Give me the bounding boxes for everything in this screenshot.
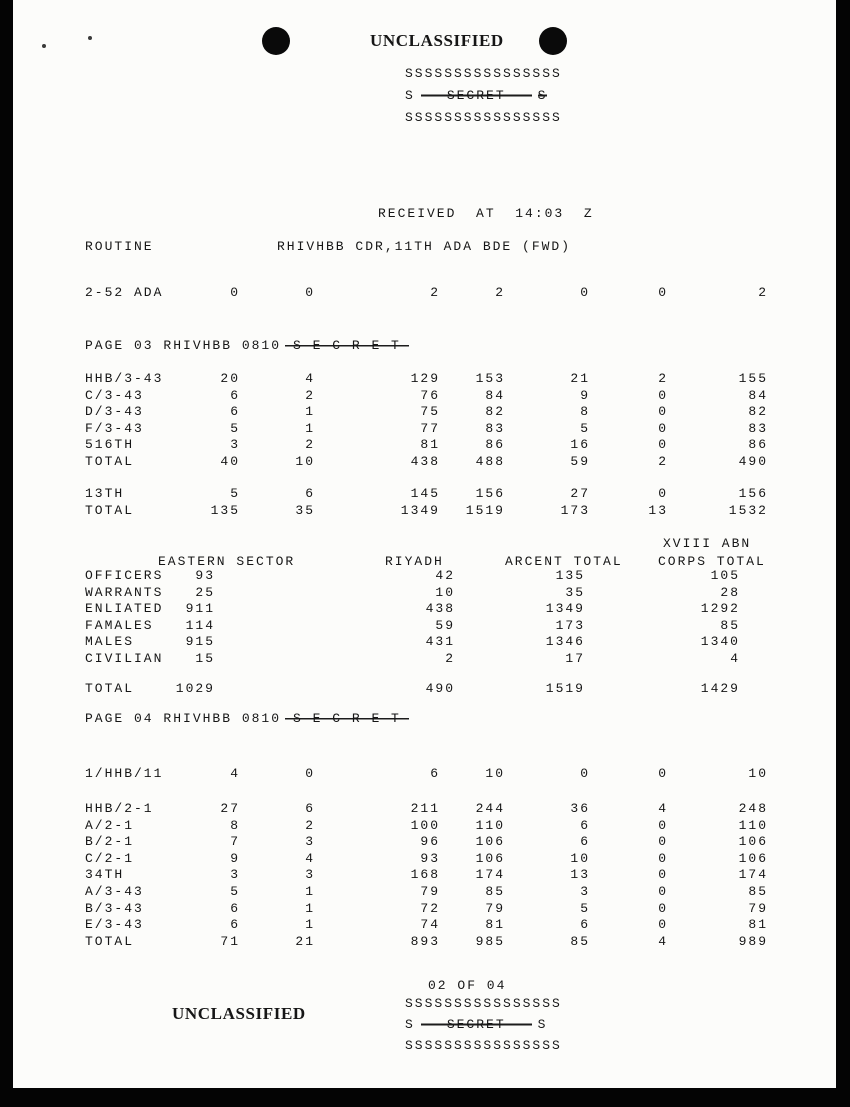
cell-value: 3 (580, 883, 590, 899)
cell-value: 10 (748, 766, 768, 781)
row-label: HHB/2-1 (85, 801, 154, 816)
cell-value: 82 (485, 404, 505, 420)
bottom-classification-marking: UNCLASSIFIED (172, 1004, 306, 1023)
cell-value: 21 (295, 933, 315, 949)
cell-value: 248 (738, 801, 768, 816)
table-row (85, 437, 768, 454)
cell-value: 0 (658, 766, 668, 781)
cell-value: 1292 (700, 601, 740, 617)
top-classification-marking: UNCLASSIFIED (370, 31, 504, 50)
table-row (85, 901, 768, 918)
cell-value: 8 (580, 404, 590, 420)
row-label: TOTAL (85, 502, 135, 518)
cell-value: 6 (580, 817, 590, 833)
scan-speck (42, 44, 46, 48)
cell-value: 438 (410, 453, 440, 469)
summary-header-eastern-sector: EASTERN SECTOR (158, 554, 296, 569)
cell-value: 2 (445, 650, 455, 666)
cell-value: 15 (195, 650, 215, 666)
cell-value: 86 (485, 437, 505, 453)
cell-value: 4 (658, 801, 668, 816)
page04-title-prefix: PAGE 04 RHIVHBB 0810 (85, 711, 282, 726)
cell-value: 1429 (700, 681, 740, 696)
cell-value: 25 (195, 584, 215, 600)
cell-value: 244 (475, 801, 505, 816)
cell-value: 85 (485, 883, 505, 899)
cell-value: 174 (738, 867, 768, 883)
cell-value: 86 (748, 437, 768, 453)
cell-value: 6 (430, 766, 440, 781)
table-row (85, 651, 740, 668)
row-label: B/3-43 (85, 900, 144, 916)
cell-value: 211 (410, 801, 440, 816)
cell-value: 0 (658, 486, 668, 501)
table-row (85, 601, 740, 618)
cell-value: 27 (220, 801, 240, 816)
cell-value: 76 (420, 387, 440, 403)
summary-header-xviii-abn: XVIII ABN (663, 536, 752, 551)
received-timestamp: RECEIVED AT 14:03 Z (378, 206, 594, 221)
banner-right-s: S (537, 88, 548, 103)
cell-value: 75 (420, 404, 440, 420)
cell-value: 36 (570, 801, 590, 816)
cell-value: 42 (435, 568, 455, 583)
cell-value: 106 (738, 834, 768, 850)
cell-value: 0 (658, 850, 668, 866)
table-row (85, 834, 768, 851)
banner-left-s: S (405, 1017, 415, 1032)
cell-value: 74 (420, 917, 440, 933)
page-number-footer: 02 OF 04 (428, 978, 507, 993)
cell-value: 6 (230, 900, 240, 916)
scan-edge-bar-right (836, 0, 850, 1107)
cell-value: 1 (305, 883, 315, 899)
cell-value: 5 (230, 420, 240, 436)
cell-value: 0 (580, 285, 590, 300)
cell-value: 985 (475, 933, 505, 949)
cell-value: 1 (305, 917, 315, 933)
cell-value: 0 (658, 437, 668, 453)
cell-value: 114 (185, 617, 215, 633)
cell-value: 5 (580, 420, 590, 436)
cell-value: 4 (730, 650, 740, 666)
summary-header-riyadh: RIYADH (385, 554, 444, 569)
cell-value: 106 (475, 834, 505, 850)
cell-value: 145 (410, 486, 440, 501)
table-row (85, 917, 768, 934)
cell-value: 2 (305, 387, 315, 403)
cell-value: 8 (230, 817, 240, 833)
cell-value: 105 (710, 568, 740, 583)
banner-left-s: S (405, 88, 415, 103)
scan-speck (88, 36, 92, 40)
cell-value: 174 (475, 867, 505, 883)
cell-value: 10 (485, 766, 505, 781)
cell-value: 0 (305, 285, 315, 300)
page03-strength-table-totals (85, 486, 768, 519)
table-row (85, 818, 768, 835)
table-row (85, 421, 768, 438)
cell-value: 6 (230, 917, 240, 933)
cell-value: 0 (658, 900, 668, 916)
row-label: 13TH (85, 486, 125, 501)
row-label: 516TH (85, 437, 135, 453)
cell-value: 59 (435, 617, 455, 633)
cell-value: 2 (495, 285, 505, 300)
table-row (85, 884, 768, 901)
cell-value: 1346 (545, 634, 585, 650)
table-row (85, 388, 768, 405)
summary-header-arcent-total: ARCENT TOTAL (505, 554, 623, 569)
row-label: TOTAL (85, 453, 135, 469)
secret-banner-struck-line (405, 88, 547, 103)
table-row (85, 568, 740, 585)
cell-value: 989 (738, 933, 768, 949)
cell-value: 110 (475, 817, 505, 833)
cell-value: 93 (420, 850, 440, 866)
row-label: HHB/3-43 (85, 371, 164, 386)
table-row (85, 371, 768, 388)
cell-value: 106 (475, 850, 505, 866)
cell-value: 1029 (175, 681, 215, 696)
cell-value: 9 (230, 850, 240, 866)
cell-value: 0 (658, 817, 668, 833)
cell-value: 1349 (545, 601, 585, 617)
cell-value: 10 (570, 850, 590, 866)
cell-value: 1532 (728, 502, 768, 518)
cell-value: 6 (305, 486, 315, 501)
cell-value: 85 (748, 883, 768, 899)
row-label: TOTAL (85, 933, 135, 949)
row-label: 1/HHB/11 (85, 766, 164, 781)
cell-value: 35 (295, 502, 315, 518)
cell-value: 2 (305, 437, 315, 453)
cell-value: 1519 (465, 502, 505, 518)
cell-value: 13 (648, 502, 668, 518)
cell-value: 438 (425, 601, 455, 617)
cell-value: 85 (570, 933, 590, 949)
table-row (85, 503, 768, 520)
cell-value: 5 (580, 900, 590, 916)
cell-value: 6 (305, 801, 315, 816)
cell-value: 156 (475, 486, 505, 501)
cell-value: 1 (305, 420, 315, 436)
table-row (85, 867, 768, 884)
page04-strength-table-lead (85, 766, 768, 783)
table-row (85, 618, 740, 635)
cell-value: 1 (305, 900, 315, 916)
row-label: A/2-1 (85, 817, 135, 833)
cell-value: 1349 (400, 502, 440, 518)
struck-secret-word: S E C R E T (285, 338, 409, 353)
cell-value: 28 (720, 584, 740, 600)
scan-edge-bar-left (0, 0, 13, 1107)
table-row (85, 454, 768, 471)
cell-value: 96 (420, 834, 440, 850)
table-row (85, 851, 768, 868)
secret-banner-row: SSSSSSSSSSSSSSSS (405, 110, 562, 125)
cell-value: 1 (305, 404, 315, 420)
page03-title (85, 338, 409, 353)
secret-banner-struck-line (405, 1017, 547, 1032)
cell-value: 4 (305, 850, 315, 866)
row-label: MALES (85, 634, 135, 650)
table-row (85, 634, 740, 651)
cell-value: 71 (220, 933, 240, 949)
table-row (85, 486, 768, 503)
cell-value: 81 (748, 917, 768, 933)
cell-value: 79 (748, 900, 768, 916)
cell-value: 156 (738, 486, 768, 501)
cell-value: 40 (220, 453, 240, 469)
cell-value: 9 (580, 387, 590, 403)
cell-value: 911 (185, 601, 215, 617)
cell-value: 21 (570, 371, 590, 386)
row-label: C/2-1 (85, 850, 135, 866)
table-row (85, 404, 768, 421)
row-label: 34TH (85, 867, 125, 883)
cell-value: 5 (230, 486, 240, 501)
cell-value: 3 (230, 867, 240, 883)
row-label: 2-52 ADA (85, 285, 164, 300)
cell-value: 4 (658, 933, 668, 949)
cell-value: 79 (485, 900, 505, 916)
cell-value: 2 (758, 285, 768, 300)
cell-value: 915 (185, 634, 215, 650)
cell-value: 488 (475, 453, 505, 469)
hole-punch-mark (539, 27, 567, 55)
struck-secret-word: SECRET (421, 1017, 532, 1032)
intro-strength-table (85, 285, 768, 302)
cell-value: 2 (305, 817, 315, 833)
table-row (85, 766, 768, 783)
row-label: F/3-43 (85, 420, 144, 436)
cell-value: 3 (305, 867, 315, 883)
page04-title (85, 711, 409, 726)
cell-value: 3 (305, 834, 315, 850)
cell-value: 0 (230, 285, 240, 300)
cell-value: 100 (410, 817, 440, 833)
hole-punch-mark (262, 27, 290, 55)
table-row (85, 681, 740, 698)
row-label: OFFICERS (85, 568, 164, 583)
cell-value: 4 (305, 371, 315, 386)
scan-edge-bar-bottom (0, 1088, 850, 1107)
row-label: C/3-43 (85, 387, 144, 403)
cell-value: 2 (658, 453, 668, 469)
cell-value: 84 (748, 387, 768, 403)
secret-banner-row: SSSSSSSSSSSSSSSS (405, 1038, 562, 1053)
cell-value: 85 (720, 617, 740, 633)
cell-value: 0 (658, 404, 668, 420)
cell-value: 106 (738, 850, 768, 866)
row-label: FAMALES (85, 617, 154, 633)
cell-value: 6 (230, 404, 240, 420)
cell-value: 16 (570, 437, 590, 453)
cell-value: 17 (565, 650, 585, 666)
cell-value: 6 (580, 917, 590, 933)
cell-value: 155 (738, 371, 768, 386)
cell-value: 3 (230, 437, 240, 453)
cell-value: 81 (420, 437, 440, 453)
cell-value: 0 (580, 766, 590, 781)
precedence-label: ROUTINE (85, 239, 154, 254)
row-label: B/2-1 (85, 834, 135, 850)
cell-value: 83 (748, 420, 768, 436)
cell-value: 1519 (545, 681, 585, 696)
summary-header-corps-total: CORPS TOTAL (658, 554, 766, 569)
table-row (85, 285, 768, 302)
cell-value: 490 (738, 453, 768, 469)
cell-value: 20 (220, 371, 240, 386)
page03-strength-table (85, 371, 768, 471)
row-label: TOTAL (85, 681, 135, 696)
cell-value: 10 (435, 584, 455, 600)
cell-value: 4 (230, 766, 240, 781)
cell-value: 81 (485, 917, 505, 933)
cell-value: 0 (305, 766, 315, 781)
table-row (85, 934, 768, 951)
cell-value: 35 (565, 584, 585, 600)
cell-value: 10 (295, 453, 315, 469)
row-label: ENLIATED (85, 601, 164, 617)
cell-value: 110 (738, 817, 768, 833)
row-label: A/3-43 (85, 883, 144, 899)
cell-value: 153 (475, 371, 505, 386)
table-row (85, 585, 740, 602)
secret-banner-row: SSSSSSSSSSSSSSSS (405, 66, 562, 81)
cell-value: 27 (570, 486, 590, 501)
cell-value: 2 (658, 371, 668, 386)
page03-title-prefix: PAGE 03 RHIVHBB 0810 (85, 338, 282, 353)
sector-summary-table (85, 568, 740, 668)
cell-value: 82 (748, 404, 768, 420)
cell-value: 2 (430, 285, 440, 300)
cell-value: 0 (658, 387, 668, 403)
sector-summary-total-row (85, 681, 740, 698)
cell-value: 59 (570, 453, 590, 469)
cell-value: 72 (420, 900, 440, 916)
cell-value: 1340 (700, 634, 740, 650)
cell-value: 173 (555, 617, 585, 633)
struck-secret-word: S E C R E T (285, 711, 409, 726)
cell-value: 135 (555, 568, 585, 583)
row-label: D/3-43 (85, 404, 144, 420)
cell-value: 0 (658, 867, 668, 883)
cell-value: 0 (658, 834, 668, 850)
cell-value: 129 (410, 371, 440, 386)
cell-value: 173 (560, 502, 590, 518)
cell-value: 13 (570, 867, 590, 883)
cell-value: 77 (420, 420, 440, 436)
row-label: E/3-43 (85, 917, 144, 933)
cell-value: 0 (658, 285, 668, 300)
cell-value: 168 (410, 867, 440, 883)
message-address: RHIVHBB CDR,11TH ADA BDE (FWD) (277, 239, 572, 254)
secret-banner-row: SSSSSSSSSSSSSSSS (405, 996, 562, 1011)
page04-strength-table (85, 801, 768, 950)
cell-value: 5 (230, 883, 240, 899)
cell-value: 893 (410, 933, 440, 949)
banner-right-s: S (537, 1017, 548, 1032)
cell-value: 135 (210, 502, 240, 518)
table-row (85, 801, 768, 818)
cell-value: 490 (425, 681, 455, 696)
struck-secret-word: SECRET (421, 88, 532, 103)
cell-value: 6 (230, 387, 240, 403)
cell-value: 84 (485, 387, 505, 403)
cell-value: 83 (485, 420, 505, 436)
cell-value: 79 (420, 883, 440, 899)
cell-value: 7 (230, 834, 240, 850)
cell-value: 0 (658, 420, 668, 436)
cell-value: 93 (195, 568, 215, 583)
row-label: CIVILIAN (85, 650, 164, 666)
cell-value: 0 (658, 883, 668, 899)
cell-value: 431 (425, 634, 455, 650)
cell-value: 0 (658, 917, 668, 933)
row-label: WARRANTS (85, 584, 164, 600)
cell-value: 6 (580, 834, 590, 850)
